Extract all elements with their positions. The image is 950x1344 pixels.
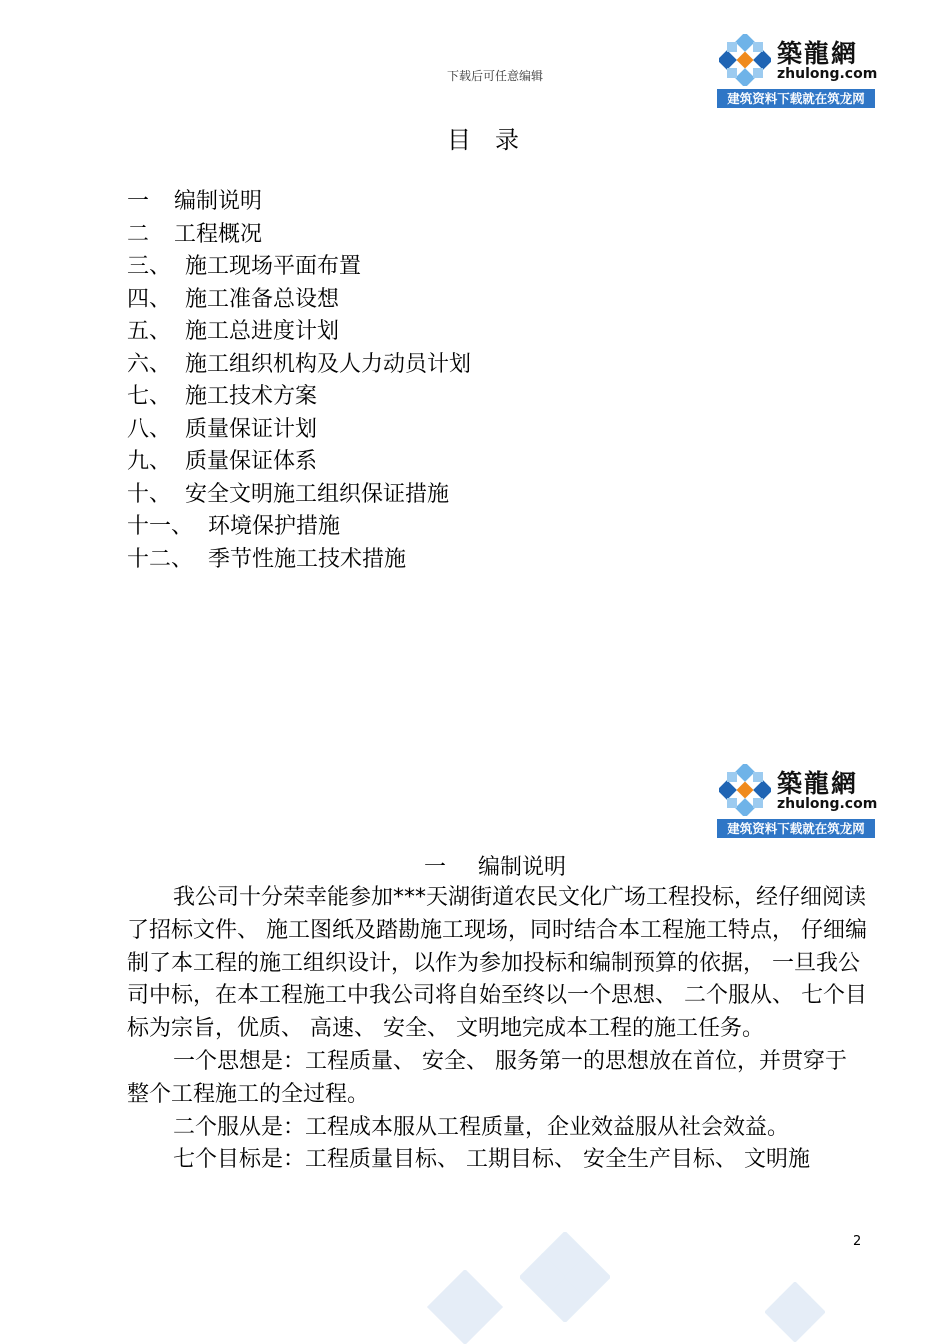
toc-item-label: 安全文明施工组织保证措施 <box>185 481 450 507</box>
logo-brand-cn: 築龍網 <box>777 39 859 68</box>
watermark-flower-icon <box>425 1270 505 1344</box>
logo-brand-en: zhulong.com <box>777 796 878 812</box>
toc-item-label: 质量保证体系 <box>185 449 318 474</box>
toc-item-number: 二 <box>127 221 150 247</box>
toc-item <box>127 349 471 382</box>
zhulong-logo <box>717 30 878 108</box>
toc-item-label: 施工组织机构及人力动员计划 <box>185 351 472 377</box>
body-paragraph: 我公司十分荣幸能参加***天湖街道农民文化广场工程投标，经仔细阅读了招标文件、 施工图纸及踏勘施工现场，同时结合本工程施工特点， 仔细编制了本工程的施工组织设计，以作为参加投标和编制预算的依据， 一旦我公司中标，在本工程施工中我公司将自始至终以一个思想、 二个服从、 七个目标为宗旨，优质、 高速、 安全、 文明地完成本工程的施工任务。 <box>127 885 867 1042</box>
table-of-contents <box>127 186 471 576</box>
zhulong-mark-icon <box>719 764 771 816</box>
zhulong-logo <box>717 760 878 838</box>
body-paragraph: 一个思想是：工程质量、 安全、 服务第一的思想放在首位，并贯穿于整个工程施工的全过程。 <box>127 1048 847 1107</box>
toc-item-number: 四、 <box>127 286 172 312</box>
toc-item-number: 十、 <box>127 481 172 507</box>
toc-item-label: 施工现场平面布置 <box>185 254 362 279</box>
toc-item <box>127 446 471 479</box>
logo-slogan: 建筑资料下载就在筑龙网 <box>717 89 875 108</box>
toc-item <box>127 251 471 284</box>
watermark-flower-icon <box>765 1282 825 1342</box>
toc-item-label: 工程概况 <box>174 221 263 247</box>
header-note: 下载后可任意编辑 <box>446 69 543 83</box>
toc-item-number: 三、 <box>127 254 172 279</box>
toc-item <box>127 544 471 577</box>
section-heading-number: 一 <box>423 855 446 880</box>
watermark-flower-icon <box>520 1232 610 1322</box>
toc-item-label: 施工总进度计划 <box>185 319 340 344</box>
logo-brand-en: zhulong.com <box>777 66 878 82</box>
toc-item <box>127 186 471 219</box>
toc-item <box>127 219 471 252</box>
logo-brand-cn: 築龍網 <box>777 769 859 798</box>
body-paragraph: 七个目标是：工程质量目标、 工期目标、 安全生产目标、 文明施 <box>173 1147 810 1173</box>
toc-item-label: 季节性施工技术措施 <box>208 546 407 572</box>
toc-item-number: 八、 <box>127 416 172 442</box>
toc-item-label: 质量保证计划 <box>185 416 318 442</box>
toc-item-number: 九、 <box>127 449 172 474</box>
toc-item-number: 七、 <box>127 384 172 409</box>
toc-item <box>127 414 471 447</box>
toc-item-number: 六、 <box>127 351 172 377</box>
toc-item-label: 编制说明 <box>174 189 263 214</box>
body-paragraph: 二个服从是：工程成本服从工程质量，企业效益服从社会效益。 <box>173 1114 790 1140</box>
toc-item <box>127 381 471 414</box>
toc-item <box>127 511 471 544</box>
toc-item-number: 十一、 <box>127 514 194 539</box>
zhulong-mark-icon <box>719 34 771 86</box>
section-heading-title: 编制说明 <box>478 855 567 880</box>
logo-slogan: 建筑资料下载就在筑龙网 <box>717 819 875 838</box>
toc-item <box>127 284 471 317</box>
toc-item <box>127 316 471 349</box>
toc-item-label: 施工技术方案 <box>185 384 318 409</box>
toc-item <box>127 479 471 512</box>
section-heading <box>0 850 950 881</box>
toc-item-number: 一 <box>127 189 150 214</box>
page-number: 2 <box>853 1234 862 1249</box>
toc-item-number: 十二、 <box>127 546 194 572</box>
toc-item-number: 五、 <box>127 319 172 344</box>
toc-item-label: 施工准备总设想 <box>185 286 340 312</box>
toc-title: 目录 <box>447 126 543 154</box>
section-body <box>127 882 867 1177</box>
toc-item-label: 环境保护措施 <box>208 514 341 539</box>
